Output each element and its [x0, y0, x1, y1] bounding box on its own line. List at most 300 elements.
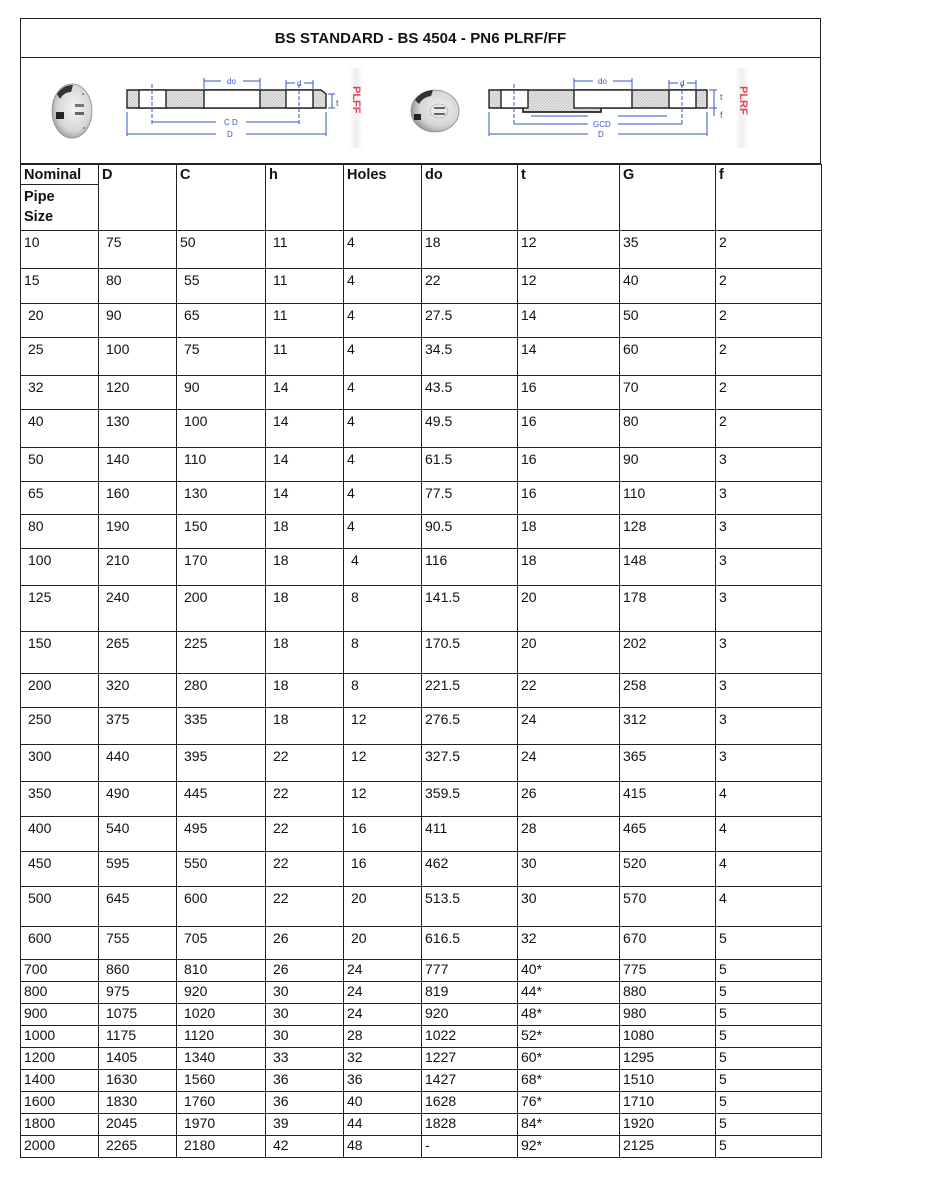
cell-holes: 4: [344, 304, 422, 338]
cell-g: 178: [620, 586, 716, 632]
plff-label: PLFF: [350, 86, 362, 114]
cell-f: 4: [716, 852, 822, 887]
cell-g: 980: [620, 1004, 716, 1026]
table-row: [21, 927, 822, 960]
cell-h: 11: [266, 231, 344, 269]
header-f: f: [716, 165, 822, 231]
plff-flange-photo-icon: [49, 82, 95, 140]
cell-holes: 40: [344, 1092, 422, 1114]
cell-h: 39: [266, 1114, 344, 1136]
table-row: [21, 1114, 822, 1136]
cell-do: 141.5: [422, 586, 518, 632]
cell-nominal-size: 400: [21, 817, 99, 852]
cell-nominal-size: 350: [21, 782, 99, 817]
table-row: [21, 674, 822, 708]
cell-g: 2125: [620, 1136, 716, 1158]
cell-nominal-size: 250: [21, 708, 99, 745]
cell-t: 18: [518, 549, 620, 586]
cell-f: 5: [716, 1092, 822, 1114]
cell-g: 465: [620, 817, 716, 852]
cell-nominal-size: 600: [21, 927, 99, 960]
cell-holes: 44: [344, 1114, 422, 1136]
cell-g: 70: [620, 376, 716, 410]
cell-h: 18: [266, 586, 344, 632]
face-dim-label: f: [720, 110, 723, 120]
flange-diagrams: [20, 58, 821, 164]
cell-do: 616.5: [422, 927, 518, 960]
cell-holes: 20: [344, 927, 422, 960]
cell-do: 18: [422, 231, 518, 269]
cell-d: 375: [99, 708, 177, 745]
cell-nominal-size: 2000: [21, 1136, 99, 1158]
cell-nominal-size: 150: [21, 632, 99, 674]
cell-c: 50: [177, 231, 266, 269]
cell-do: -: [422, 1136, 518, 1158]
header-holes: Holes: [344, 165, 422, 231]
cell-f: 5: [716, 1070, 822, 1092]
cell-t: 18: [518, 515, 620, 549]
cell-t: 14: [518, 304, 620, 338]
cell-do: 1227: [422, 1048, 518, 1070]
cell-nominal-size: 100: [21, 549, 99, 586]
cell-g: 1295: [620, 1048, 716, 1070]
cell-nominal-size: 1600: [21, 1092, 99, 1114]
cell-d: 1075: [99, 1004, 177, 1026]
cell-f: 4: [716, 887, 822, 927]
cell-t: 44*: [518, 982, 620, 1004]
sheet-title: [20, 18, 821, 58]
bore-dim-label: do: [598, 77, 607, 86]
cell-t: 20: [518, 586, 620, 632]
header-g: G: [620, 165, 716, 231]
cell-c: 225: [177, 632, 266, 674]
cell-do: 920: [422, 1004, 518, 1026]
cell-nominal-size: 15: [21, 269, 99, 304]
table-row: [21, 1070, 822, 1092]
cell-t: 22: [518, 674, 620, 708]
cell-g: 570: [620, 887, 716, 927]
header-nominal: Nominal: [21, 165, 98, 185]
cell-c: 1970: [177, 1114, 266, 1136]
cell-g: 202: [620, 632, 716, 674]
cell-g: 148: [620, 549, 716, 586]
cell-holes: 32: [344, 1048, 422, 1070]
header-nominal-pipe-size: [21, 165, 99, 231]
table-row: [21, 338, 822, 376]
hole-dim-label: d: [297, 79, 302, 88]
cell-t: 40*: [518, 960, 620, 982]
cell-c: 1120: [177, 1026, 266, 1048]
cell-nominal-size: 10: [21, 231, 99, 269]
table-row: [21, 852, 822, 887]
cell-h: 11: [266, 304, 344, 338]
cell-nominal-size: 1400: [21, 1070, 99, 1092]
cell-g: 1920: [620, 1114, 716, 1136]
cell-f: 2: [716, 338, 822, 376]
cell-do: 359.5: [422, 782, 518, 817]
cell-do: 1022: [422, 1026, 518, 1048]
cell-g: 80: [620, 410, 716, 448]
cell-g: 365: [620, 745, 716, 782]
cell-nominal-size: 300: [21, 745, 99, 782]
cell-h: 11: [266, 338, 344, 376]
cell-g: 1510: [620, 1070, 716, 1092]
cell-d: 490: [99, 782, 177, 817]
table-header-row: [21, 165, 822, 231]
cell-f: 2: [716, 304, 822, 338]
cell-c: 130: [177, 482, 266, 515]
cell-h: 14: [266, 482, 344, 515]
cell-h: 11: [266, 269, 344, 304]
cell-c: 75: [177, 338, 266, 376]
pcd-dim-label: GCD: [593, 120, 611, 129]
cell-holes: 8: [344, 586, 422, 632]
cell-f: 4: [716, 782, 822, 817]
cell-do: 276.5: [422, 708, 518, 745]
cell-t: 28: [518, 817, 620, 852]
cell-c: 1340: [177, 1048, 266, 1070]
cell-g: 670: [620, 927, 716, 960]
flange-spec-sheet: [20, 18, 821, 1158]
plff-cross-section-drawing: [121, 72, 343, 144]
cell-c: 170: [177, 549, 266, 586]
cell-g: 258: [620, 674, 716, 708]
cell-do: 34.5: [422, 338, 518, 376]
cell-do: 513.5: [422, 887, 518, 927]
cell-t: 60*: [518, 1048, 620, 1070]
thickness-dim-label: t: [720, 92, 723, 102]
cell-holes: 36: [344, 1070, 422, 1092]
plrf-flange-photo-icon: [409, 88, 461, 134]
cell-g: 775: [620, 960, 716, 982]
cell-holes: 12: [344, 782, 422, 817]
cell-do: 327.5: [422, 745, 518, 782]
cell-c: 200: [177, 586, 266, 632]
cell-nominal-size: 65: [21, 482, 99, 515]
plrf-label: PLRF: [737, 86, 749, 115]
cell-holes: 4: [344, 410, 422, 448]
cell-d: 160: [99, 482, 177, 515]
pcd-dim-label: C D: [224, 118, 238, 127]
cell-holes: 16: [344, 817, 422, 852]
cell-holes: 28: [344, 1026, 422, 1048]
cell-d: 595: [99, 852, 177, 887]
cell-holes: 8: [344, 632, 422, 674]
cell-f: 3: [716, 515, 822, 549]
cell-h: 22: [266, 887, 344, 927]
cell-c: 65: [177, 304, 266, 338]
cell-g: 1710: [620, 1092, 716, 1114]
cell-t: 68*: [518, 1070, 620, 1092]
cell-f: 3: [716, 482, 822, 515]
cell-t: 24: [518, 745, 620, 782]
cell-holes: 4: [344, 231, 422, 269]
cell-holes: 4: [344, 338, 422, 376]
bore-dim-label: do: [227, 77, 236, 86]
cell-holes: 8: [344, 674, 422, 708]
cell-g: 50: [620, 304, 716, 338]
table-row: [21, 745, 822, 782]
cell-h: 14: [266, 376, 344, 410]
table-row: [21, 1092, 822, 1114]
cell-g: 90: [620, 448, 716, 482]
table-row: [21, 448, 822, 482]
cell-f: 3: [716, 708, 822, 745]
cell-h: 30: [266, 1004, 344, 1026]
cell-do: 22: [422, 269, 518, 304]
flange-dimensions-table: [20, 164, 822, 1158]
cell-h: 14: [266, 410, 344, 448]
cell-do: 777: [422, 960, 518, 982]
cell-t: 84*: [518, 1114, 620, 1136]
cell-t: 30: [518, 852, 620, 887]
cell-c: 100: [177, 410, 266, 448]
table-row: [21, 632, 822, 674]
cell-do: 819: [422, 982, 518, 1004]
table-row: [21, 482, 822, 515]
table-row: [21, 231, 822, 269]
table-body: [21, 231, 822, 1158]
cell-c: 495: [177, 817, 266, 852]
cell-t: 30: [518, 887, 620, 927]
cell-d: 320: [99, 674, 177, 708]
cell-do: 77.5: [422, 482, 518, 515]
cell-c: 445: [177, 782, 266, 817]
cell-f: 5: [716, 927, 822, 960]
cell-c: 810: [177, 960, 266, 982]
cell-nominal-size: 25: [21, 338, 99, 376]
table-row: [21, 586, 822, 632]
cell-t: 26: [518, 782, 620, 817]
cell-c: 110: [177, 448, 266, 482]
cell-g: 520: [620, 852, 716, 887]
table-row: [21, 887, 822, 927]
cell-nominal-size: 700: [21, 960, 99, 982]
cell-nominal-size: 1000: [21, 1026, 99, 1048]
cell-d: 1630: [99, 1070, 177, 1092]
cell-d: 1830: [99, 1092, 177, 1114]
cell-d: 860: [99, 960, 177, 982]
cell-do: 61.5: [422, 448, 518, 482]
cell-t: 20: [518, 632, 620, 674]
table-row: [21, 376, 822, 410]
cell-do: 43.5: [422, 376, 518, 410]
cell-d: 2265: [99, 1136, 177, 1158]
cell-t: 92*: [518, 1136, 620, 1158]
cell-do: 1427: [422, 1070, 518, 1092]
header-pipe-size: [24, 185, 98, 227]
cell-holes: 20: [344, 887, 422, 927]
cell-t: 16: [518, 448, 620, 482]
cell-holes: 4: [344, 376, 422, 410]
header-size: Size: [24, 209, 54, 225]
cell-c: 335: [177, 708, 266, 745]
cell-d: 240: [99, 586, 177, 632]
plrf-cross-section-drawing: [483, 72, 719, 144]
cell-f: 3: [716, 448, 822, 482]
cell-c: 280: [177, 674, 266, 708]
cell-holes: 4: [344, 448, 422, 482]
cell-d: 265: [99, 632, 177, 674]
cell-t: 12: [518, 269, 620, 304]
table-row: [21, 269, 822, 304]
table-row: [21, 1136, 822, 1158]
cell-g: 128: [620, 515, 716, 549]
cell-d: 2045: [99, 1114, 177, 1136]
cell-d: 75: [99, 231, 177, 269]
cell-h: 36: [266, 1092, 344, 1114]
cell-f: 5: [716, 1114, 822, 1136]
outer-dim-label: D: [227, 130, 233, 139]
cell-c: 150: [177, 515, 266, 549]
cell-t: 16: [518, 482, 620, 515]
cell-g: 40: [620, 269, 716, 304]
cell-do: 170.5: [422, 632, 518, 674]
cell-f: 5: [716, 1136, 822, 1158]
cell-d: 645: [99, 887, 177, 927]
cell-nominal-size: 1800: [21, 1114, 99, 1136]
cell-h: 18: [266, 549, 344, 586]
cell-d: 100: [99, 338, 177, 376]
cell-f: 3: [716, 674, 822, 708]
header-d: D: [99, 165, 177, 231]
cell-f: 5: [716, 1004, 822, 1026]
cell-h: 26: [266, 960, 344, 982]
cell-h: 18: [266, 674, 344, 708]
cell-do: 116: [422, 549, 518, 586]
cell-holes: 24: [344, 1004, 422, 1026]
table-row: [21, 304, 822, 338]
cell-nominal-size: 125: [21, 586, 99, 632]
cell-nominal-size: 20: [21, 304, 99, 338]
cell-h: 22: [266, 782, 344, 817]
cell-holes: 12: [344, 708, 422, 745]
cell-h: 26: [266, 927, 344, 960]
cell-nominal-size: 80: [21, 515, 99, 549]
cell-do: 90.5: [422, 515, 518, 549]
cell-nominal-size: 450: [21, 852, 99, 887]
table-row: [21, 1048, 822, 1070]
header-pipe: Pipe: [24, 189, 55, 205]
cell-h: 18: [266, 515, 344, 549]
cell-c: 395: [177, 745, 266, 782]
header-t: t: [518, 165, 620, 231]
cell-c: 600: [177, 887, 266, 927]
table-row: [21, 960, 822, 982]
cell-c: 705: [177, 927, 266, 960]
cell-holes: 4: [344, 549, 422, 586]
cell-d: 120: [99, 376, 177, 410]
cell-t: 52*: [518, 1026, 620, 1048]
cell-d: 80: [99, 269, 177, 304]
cell-d: 140: [99, 448, 177, 482]
cell-f: 3: [716, 745, 822, 782]
cell-h: 36: [266, 1070, 344, 1092]
cell-f: 5: [716, 982, 822, 1004]
table-row: [21, 1004, 822, 1026]
cell-c: 1560: [177, 1070, 266, 1092]
cell-f: 2: [716, 410, 822, 448]
cell-f: 3: [716, 632, 822, 674]
cell-d: 975: [99, 982, 177, 1004]
cell-holes: 4: [344, 482, 422, 515]
cell-h: 18: [266, 632, 344, 674]
cell-d: 210: [99, 549, 177, 586]
cell-t: 48*: [518, 1004, 620, 1026]
cell-c: 55: [177, 269, 266, 304]
cell-do: 1628: [422, 1092, 518, 1114]
cell-do: 27.5: [422, 304, 518, 338]
cell-h: 22: [266, 852, 344, 887]
cell-c: 2180: [177, 1136, 266, 1158]
cell-d: 1175: [99, 1026, 177, 1048]
cell-c: 1760: [177, 1092, 266, 1114]
cell-h: 22: [266, 817, 344, 852]
cell-do: 221.5: [422, 674, 518, 708]
cell-d: 190: [99, 515, 177, 549]
cell-d: 540: [99, 817, 177, 852]
cell-c: 550: [177, 852, 266, 887]
cell-t: 12: [518, 231, 620, 269]
cell-holes: 48: [344, 1136, 422, 1158]
cell-f: 2: [716, 269, 822, 304]
cell-holes: 16: [344, 852, 422, 887]
cell-h: 18: [266, 708, 344, 745]
cell-h: 30: [266, 1026, 344, 1048]
cell-g: 35: [620, 231, 716, 269]
cell-t: 16: [518, 376, 620, 410]
table-row: [21, 708, 822, 745]
cell-d: 1405: [99, 1048, 177, 1070]
header-c: C: [177, 165, 266, 231]
cell-t: 14: [518, 338, 620, 376]
cell-d: 130: [99, 410, 177, 448]
cell-nominal-size: 32: [21, 376, 99, 410]
table-row: [21, 515, 822, 549]
table-row: [21, 817, 822, 852]
table-row: [21, 549, 822, 586]
cell-nominal-size: 1200: [21, 1048, 99, 1070]
cell-nominal-size: 500: [21, 887, 99, 927]
hole-dim-label: d: [680, 79, 685, 88]
header-h: h: [266, 165, 344, 231]
cell-h: 22: [266, 745, 344, 782]
cell-f: 3: [716, 586, 822, 632]
cell-g: 1080: [620, 1026, 716, 1048]
cell-h: 42: [266, 1136, 344, 1158]
cell-nominal-size: 800: [21, 982, 99, 1004]
cell-h: 14: [266, 448, 344, 482]
cell-f: 3: [716, 549, 822, 586]
cell-nominal-size: 50: [21, 448, 99, 482]
cell-f: 4: [716, 817, 822, 852]
cell-c: 920: [177, 982, 266, 1004]
cell-nominal-size: 200: [21, 674, 99, 708]
table-row: [21, 782, 822, 817]
cell-do: 411: [422, 817, 518, 852]
cell-do: 1828: [422, 1114, 518, 1136]
cell-d: 90: [99, 304, 177, 338]
cell-c: 1020: [177, 1004, 266, 1026]
cell-holes: 12: [344, 745, 422, 782]
header-do: do: [422, 165, 518, 231]
cell-h: 33: [266, 1048, 344, 1070]
table-row: [21, 982, 822, 1004]
cell-d: 755: [99, 927, 177, 960]
thickness-dim-label: t: [336, 98, 339, 108]
cell-t: 32: [518, 927, 620, 960]
cell-holes: 4: [344, 269, 422, 304]
